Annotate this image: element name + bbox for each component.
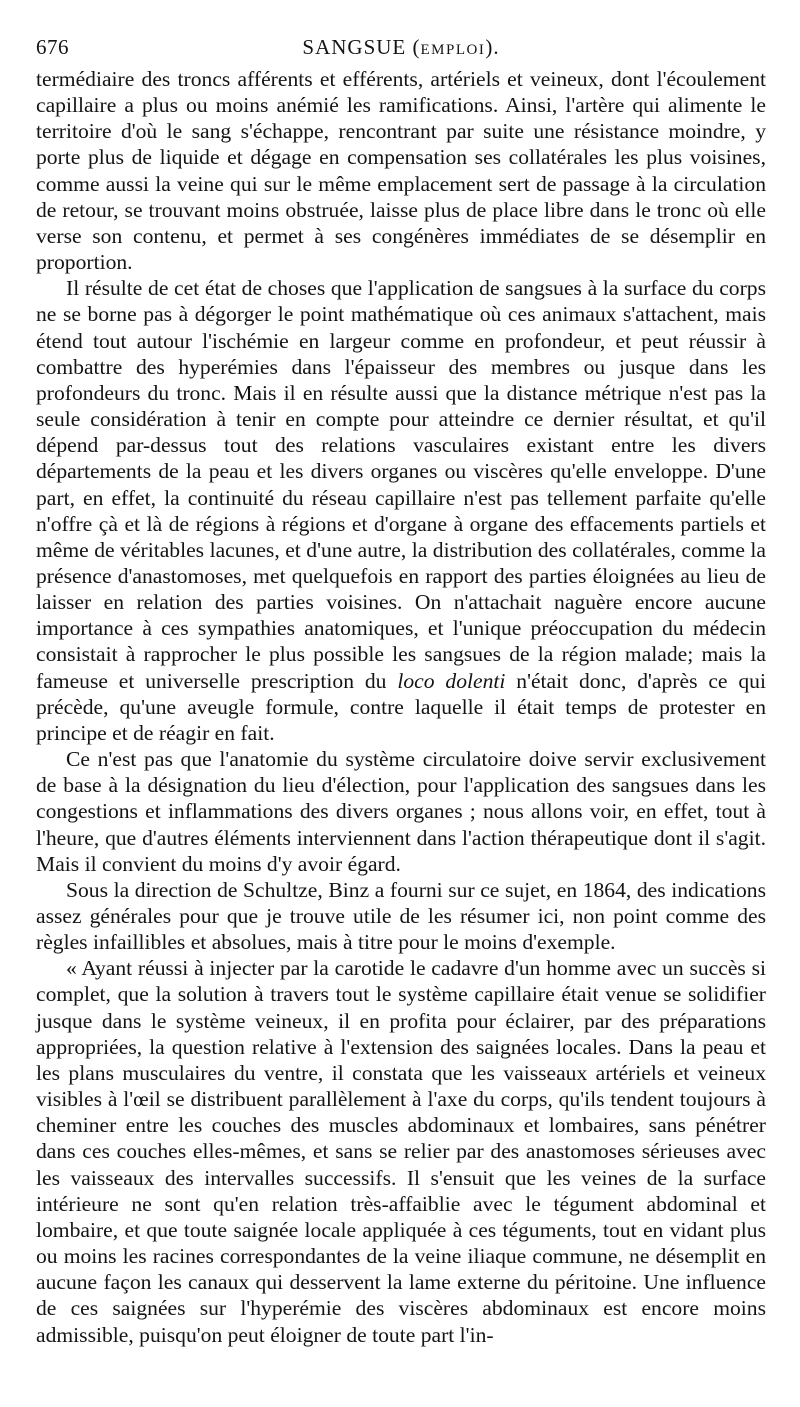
paragraph-text: Ce n'est pas que l'anatomie du système circulatoire doive servir exclusivement de base à la désignation du lieu d'élection, pour l'application des sangsues dans les congestions et inflammations des divers organes ; nous allons voir, en effet, tout à l'heure, que d'autres éléments interviennent dans l'action thérapeutique dont il s'agit. Mais il convient du moins d'y avoir égard. [36,747,766,876]
quotation-paragraph [36,955,766,1347]
paragraph-text: « Ayant réussi à injecter par la carotide le cadavre d'un homme avec un succès si complet, que la solution à travers tout le système capillaire était venue se solidifier jusque dans le système veineux, il en profita pour éclairer, par des préparations appropriées, la question relative à l'extension des saignées locales. Dans la peau et les plans musculaires du ventre, il constata que les vaisseaux artériels et veineux visibles à l'œil se distribuent parallèlement à l'axe du corps, qu'ils tendent toujours à cheminer entre les couches des muscles abdominaux et lombaires, sans pénétrer dans ces couches elles-mêmes, et sans se relier par des anastomoses sérieuses avec les vaisseaux des intervalles successifs. Il s'ensuit que les veines de la surface intérieure ne sont qu'en relation très-affaiblie avec le tégument abdominal et lombaire, et que toute saignée locale appliquée à ces téguments, tout en vidant plus ou moins les racines correspondantes de la veine iliaque commune, ne désemplit en aucune façon les canaux qui desservent la lame externe du péritoine. Une influence de ces saignées sur l'hyperémie des viscères abdominaux est encore moins admissible, puisqu'on peut éloigner de toute part l'in- [36,956,766,1347]
running-title-paren-open: ( [406,35,421,59]
paragraph-text: Sous la direction de Schultze, Binz a fourni sur ce sujet, en 1864, des indications assez générales pour que je trouve utile de les résumer ici, non point comme des règles infaillibles et absolues, mais à titre pour le moins d'exemple. [36,877,766,955]
paragraph-text-tail: n'était donc, d'après ce qui précède, qu'une aveugle formule, contre laquelle il était temps de protester en principe et de réagir en fait. [36,668,766,745]
page-number: 676 [36,35,69,59]
latin-phrase: loco dolenti [397,668,506,693]
paragraph-text: Il résulte de cet état de choses que l'application de sangsues à la surface du corps ne se borne pas à dégorger le point mathématique où ces animaux s'attachent, mais étend tout autour l'ischémie en largeur comme en profondeur, et peut réussir à combattre des hyperémies dans l'épaisseur des membres ou jusque dans les profondeurs du tronc. Mais il en résulte aussi que la distance métrique n'est pas la seule considération à tenir en compte pour atteindre ce dernier résultat, et qu'il dépend par-dessus tout des relations vasculaires existant entre les divers départements de la peau et les divers organes ou viscères qu'elle enveloppe. D'une part, en effet, la continuité du réseau capillaire n'est pas tellement parfaite qu'elle n'offre çà et là de régions à régions et d'organe à organe des effacements partiels et même de véritables lacunes, et d'une autre, la distribution des collatérales, comme la présence d'anastomoses, met quelquefois en rapport des parties éloignées au lieu de laisser en relation des parties voisines. On n'attachait naguère encore aucune importance à ces sympathies anatomiques, et l'unique préoccupation du médecin consistait à rapprocher le plus possible les sangsues de la région malade; mais la fameuse et universelle prescription du [36,276,766,693]
running-title [36,32,766,62]
paragraph [36,877,766,955]
paragraph [36,275,766,746]
body-text [36,66,766,1348]
paragraph [36,746,766,877]
running-title-sub: emploi [420,35,486,59]
running-title-main: SANGSUE [302,35,407,59]
paragraph-continued [36,66,766,275]
paragraph-text: termédiaire des troncs afférents et efférents, artériels et veineux, dont l'écoulement capillaire a plus ou moins anémié les ramifications. Ainsi, l'artère qui alimente le territoire d'où le sang s'échappe, rencontrant par suite une résistance moindre, y porte plus de liquide et dégage en compensation ses collatérales les plus voisines, comme aussi la veine qui sur le même emplacement sert de passage à la circulation de retour, se trouvant moins obstruée, laisse plus de place libre dans le tronc où elle verse son contenu, et permet à ses congénères immédiates de se désemplir en proportion. [36,67,766,275]
running-title-paren-close: ). [485,35,500,59]
running-head [36,32,766,62]
